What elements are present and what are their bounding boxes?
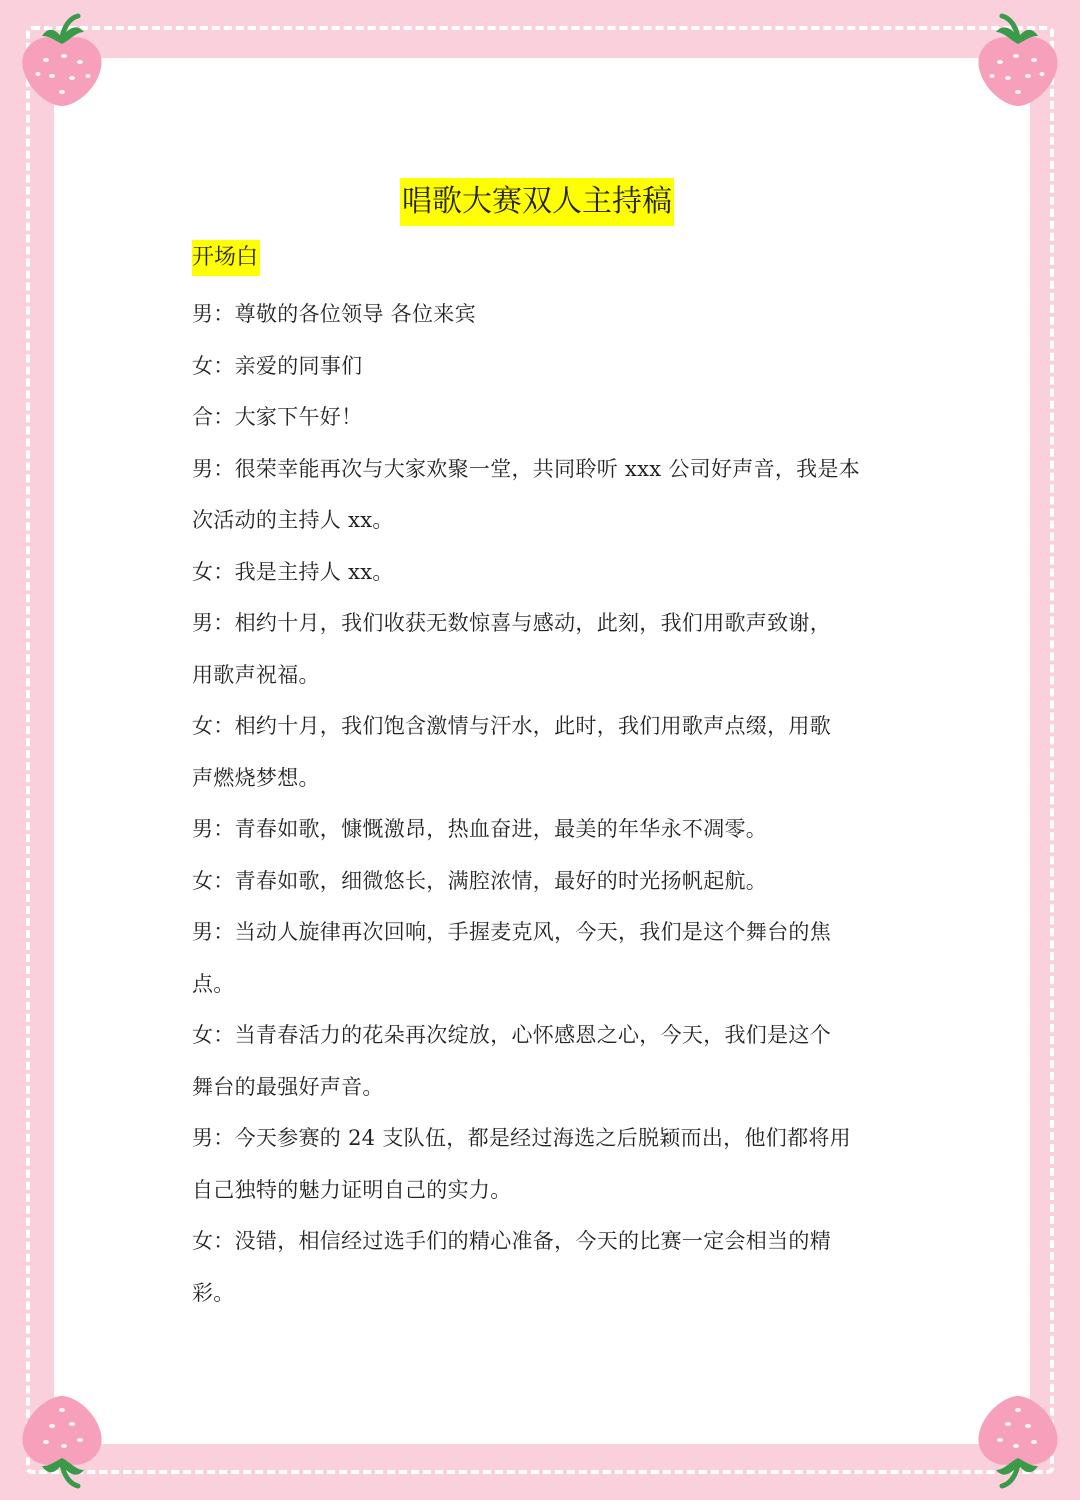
script-line: 男：尊敬的各位领导 各位来宾 xyxy=(192,302,476,326)
strawberry-icon xyxy=(968,1392,1068,1492)
script-lines xyxy=(192,289,892,1319)
section-heading: 开场白 xyxy=(192,240,260,276)
document-body xyxy=(192,178,892,1319)
script-line: 男：今天参赛的 24 支队伍，都是经过海选之后脱颖而出，他们都将用 xyxy=(192,1126,851,1150)
script-line: 彩。 xyxy=(192,1280,235,1305)
strawberry-icon xyxy=(12,1392,112,1492)
script-line: 女：没错，相信经过选手们的精心准备，今天的比赛一定会相当的精 xyxy=(192,1229,831,1253)
script-line: 男：相约十月，我们收获无数惊喜与感动，此刻，我们用歌声致谢， xyxy=(192,611,831,635)
script-line: 女：当青春活力的花朵再次绽放，心怀感恩之心，今天，我们是这个 xyxy=(192,1023,831,1047)
script-line: 次活动的主持人 xx。 xyxy=(192,508,394,532)
script-line: 舞台的最强好声音。 xyxy=(192,1074,384,1099)
strawberry-icon xyxy=(12,10,112,110)
document-title: 唱歌大赛双人主持稿 xyxy=(400,178,674,226)
script-line: 用歌声祝福。 xyxy=(192,662,320,687)
script-line: 女：我是主持人 xx。 xyxy=(192,559,394,584)
script-line: 点。 xyxy=(192,971,235,996)
script-line: 自己独特的魅力证明自己的实力。 xyxy=(192,1177,512,1202)
script-line: 声燃烧梦想。 xyxy=(192,765,320,790)
script-line: 男：青春如歌，慷慨激昂，热血奋进，最美的年华永不凋零。 xyxy=(192,817,768,841)
script-line: 合：大家下午好！ xyxy=(192,405,363,429)
script-line: 女：相约十月，我们饱含激情与汗水，此时，我们用歌声点缀，用歌 xyxy=(192,714,831,738)
script-line: 女：亲爱的同事们 xyxy=(192,353,363,378)
script-line: 女：青春如歌，细微悠长，满腔浓情，最好的时光扬帆起航。 xyxy=(192,868,768,893)
strawberry-icon xyxy=(968,10,1068,110)
title-row xyxy=(182,178,892,226)
script-line: 男：当动人旋律再次回响，手握麦克风，今天，我们是这个舞台的焦 xyxy=(192,920,831,944)
script-line: 男：很荣幸能再次与大家欢聚一堂，共同聆听 xxx 公司好声音，我是本 xyxy=(192,456,861,481)
